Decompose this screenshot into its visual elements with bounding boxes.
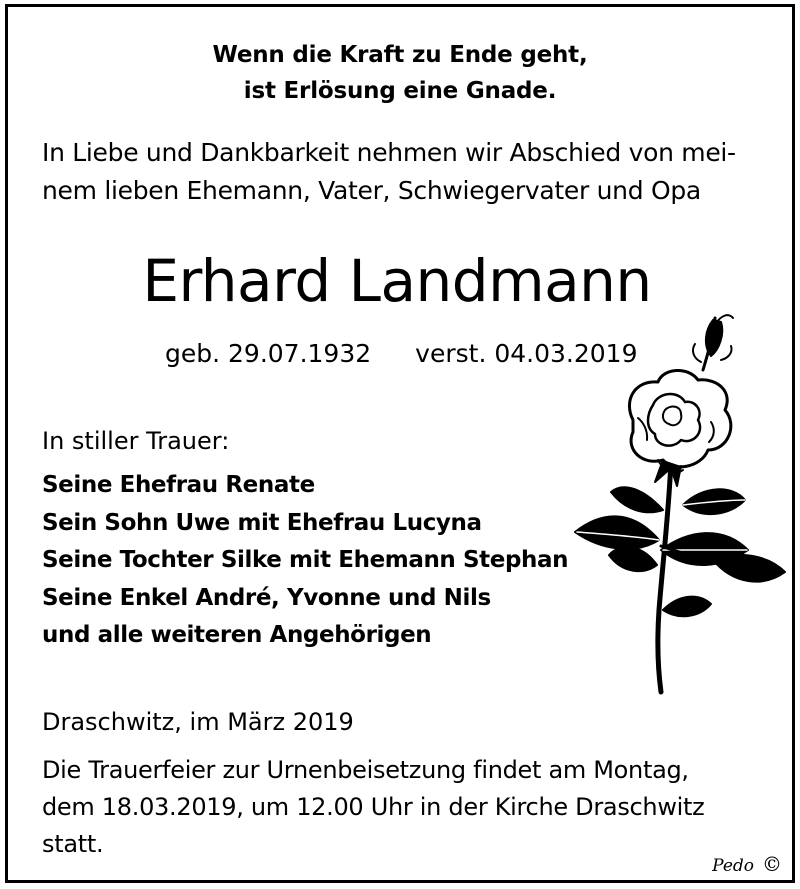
ceremony-line-2: dem 18.03.2019, um 12.00 Uhr in der Kirche Draschwitz — [42, 793, 705, 821]
ceremony-line-3: statt. — [42, 830, 104, 858]
death-date: verst. 04.03.2019 — [415, 339, 638, 368]
mourner-item: Seine Enkel André, Yvonne und Nils — [42, 584, 491, 611]
mourner-item: und alle weiteren Angehörigen — [42, 622, 432, 648]
mourner-item: Seine Ehefrau Renate — [42, 472, 315, 498]
intro-line-1: In Liebe und Dankbarkeit nehmen wir Abschied von mei- — [42, 138, 736, 167]
copyright-symbol: © — [762, 852, 782, 876]
designer-credit — [712, 852, 782, 876]
birth-date: geb. 29.07.1932 — [165, 339, 372, 368]
motto-line-1: Wenn die Kraft zu Ende geht, — [212, 42, 588, 68]
mourner-item: Sein Sohn Uwe mit Ehefrau Lucyna — [42, 509, 482, 536]
mourners-label: In stiller Trauer: — [42, 427, 230, 455]
motto-line-2: ist Erlösung eine Gnade. — [243, 78, 557, 104]
mourners-list — [42, 467, 568, 655]
obituary-notice — [5, 4, 795, 883]
ceremony-line-1: Die Trauerfeier zur Urnenbeisetzung findet am Montag, — [42, 756, 689, 784]
ceremony-info — [42, 752, 772, 863]
place-and-date: Draschwitz, im März 2019 — [42, 708, 354, 736]
deceased-name: Erhard Landmann — [142, 247, 652, 315]
designer-signature: Pedo — [712, 856, 754, 876]
mourner-item: Seine Tochter Silke mit Ehemann Stephan — [42, 547, 569, 573]
intro-text — [42, 134, 772, 210]
intro-line-2: nem lieben Ehemann, Vater, Schwiegervater und Opa — [42, 176, 701, 205]
rose-icon — [563, 310, 788, 695]
motto — [8, 37, 792, 109]
